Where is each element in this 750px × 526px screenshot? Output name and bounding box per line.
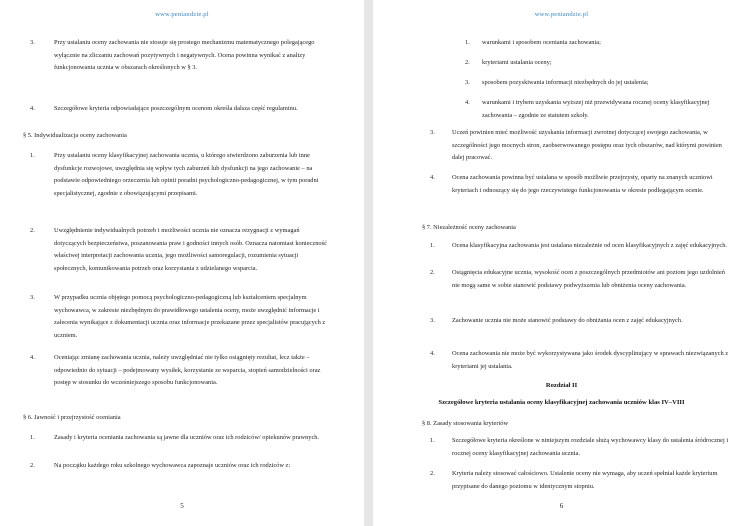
- page-header-url: www.peniandzie.pl: [155, 11, 209, 18]
- section-heading: § 6. Jawność i przejrzystość oceniania: [23, 414, 121, 421]
- list-item: 4. Oceniając zmianę zachowania ucznia, należy uwzględniać nie tylko osiągnięty rezultat, lecz także – odpowiednio do sytuacji – podejmowany wysiłek, korzystanie ze wsparcia, stopień samodzielności oraz postęp w stosunku do wcześniejszego sposobu funkcjonowania.: [30, 354, 321, 387]
- chapter-title: Szczegółowe kryteria ustalania oceny klasyfikacyjnej zachowania uczniów klas IV–VIII: [438, 399, 685, 406]
- section-heading: § 7. Niezależność oceny zachowania: [422, 224, 516, 231]
- list-item: 1. Zasady i kryteria oceniania zachowania są jawne dla uczniów oraz ich rodziców/ opiekunów prawnych.: [30, 434, 320, 441]
- list-item: 2. Uwzględnienie indywidualnych potrzeb i możliwości ucznia nie oznacza rezygnacji z wymagań dotyczących bezpieczeństwa, poszanowania praw i godności innych osób. Oznacza natomiast konieczność właściwej interpretacji zachowania ucznia, jego możliwości samoregulacji, rozumienia sytuacji społecznych, komunikowania potrzeb oraz korzystania z udzielanego wsparcia.: [30, 227, 327, 272]
- list-item: 3. sposobem pozyskiwania informacji niezbędnych do jej ustalenia;: [465, 79, 649, 86]
- list-item: 3. Uczeń powinien mieć możliwość uzyskania informacji zwrotnej dotyczącej swojego zachowania, w szczególności jego mocnych stron, zaobserwowanego postępu oraz tych obszarów, nad którymi powinien dalej pracować.: [430, 129, 722, 162]
- page-number: 6: [559, 502, 564, 510]
- list-item: 1. Ocena klasyfikacyjna zachowania jest ustalana niezależnie od ocen klasyfikacyjnych z zajęć edukacyjnych.: [430, 242, 728, 249]
- list-item: 4. Ocena zachowania nie może być wykorzystywana jako środek dyscyplinujący w sprawach niezwiązanych z kryteriami jej ustalania.: [430, 350, 729, 370]
- list-item: 1. Szczegółowe kryteria określone w niniejszym rozdziale służą wychowawcy klasy do ustalenia śródrocznej i rocznej oceny klasyfikacyjnej zachowania ucznia.: [430, 437, 729, 457]
- list-item: 3. W przypadku ucznia objętego pomocą psychologiczno-pedagogiczną lub kształceniem specjalnym wychowawca, w zakresie niezbędnym do prawidłowego ustalenia oceny, może uwzględnić informacje i zalecenia wynikające z dokumentacji ucznia oraz informacje przekazane przez specjalistów pracujących z uczniem.: [30, 294, 326, 339]
- list-item: 2. Na początku każdego roku szkolnego wychowawca zapoznaje uczniów oraz ich rodziców z:: [30, 462, 291, 469]
- list-item: 1. Przy ustalaniu oceny klasyfikacyjnej zachowania ucznia, u którego stwierdzono zaburzenia lub inne dysfunkcje rozwojowe, uwzględnia się wpływ tych zaburzeń lub dysfunkcji na jego zachowanie – na podstawie odpowiedniego orzeczenia lub opinii poradni psychologiczno-pedagogicznej, w tym poradni specjalistycznej, zgodnie z obowiązującymi przepisami.: [30, 152, 319, 197]
- chapter-heading: Rozdział II: [545, 382, 578, 389]
- document-page-right: [373, 0, 750, 526]
- list-item: 2. Kryteria należy stosować całościowo. Ustalenie oceny nie wymaga, aby uczeń spełniał każde kryterium przypisane do danego poziomu w identycznym stopniu.: [430, 470, 718, 490]
- list-item: 3. Przy ustalaniu oceny zachowania nie stosuje się prostego mechanizmu matematycznego polegającego wyłącznie na zliczaniu zachowań pozytywnych i negatywnych. Ocena powinna wynikać z analizy funkcjonowania ucznia w obszarach określonych w § 3.: [30, 39, 315, 72]
- list-item: 4. Szczegółowe kryteria odpowiadające poszczególnym ocenom określa dalsza część regulaminu.: [30, 105, 298, 112]
- page-number: 5: [180, 502, 184, 510]
- document-page-left: [0, 0, 364, 526]
- section-heading: § 8. Zasady stosowania kryteriów: [422, 420, 509, 427]
- list-item: 4. warunkami i trybem uzyskania wyższej niż przewidywana rocznej oceny klasyfikacyjnej zachowania – zgodnie ze statutem szkoły.: [465, 99, 710, 119]
- list-item: 1. warunkami i sposobem oceniania zachowania;: [465, 39, 601, 46]
- list-item: 4. Ocena zachowania powinna być ustalana w sposób możliwie przejrzysty, oparty na znanych uczniowi kryteriach i odnoszący się do jego rzeczywistego funkcjonowania w okresie podlegającym ocenie.: [430, 174, 713, 194]
- list-item: 2. Osiągnięcia edukacyjne ucznia, wysokość ocen z poszczególnych przedmiotów ani poziom jego uzdolnień nie mogą same w sobie stanowić podstawy podwyższenia lub obniżenia oceny zachowania.: [430, 269, 725, 289]
- section-heading: § 5. Indywidualizacja oceny zachowania: [23, 132, 127, 139]
- list-item: 3. Zachowanie ucznia nie może stanowić podstawy do obniżania ocen z zajęć edukacyjnych.: [430, 317, 683, 324]
- list-item: 2. kryteriami ustalania oceny;: [465, 59, 552, 66]
- page-header-url: www.peniandzie.pl: [534, 11, 589, 18]
